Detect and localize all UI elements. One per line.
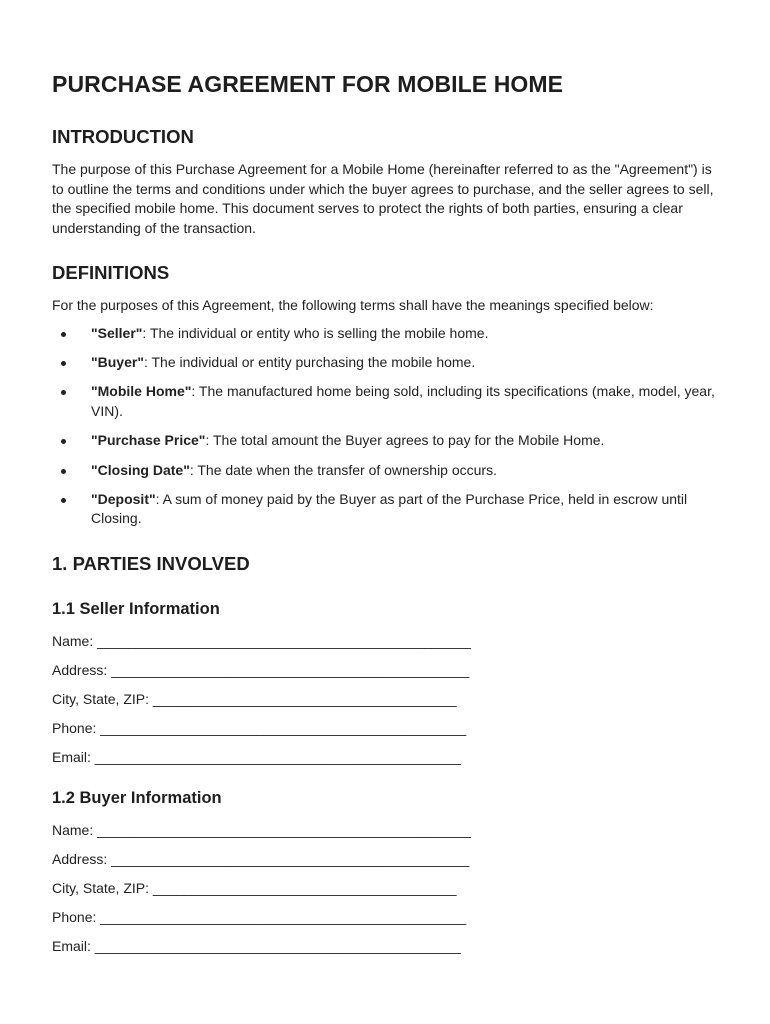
buyer-phone-field[interactable]: Phone: _______________________________________________ xyxy=(52,909,467,925)
bullet-icon xyxy=(61,439,66,444)
seller-name-field[interactable]: Name: ________________________________________________ xyxy=(52,633,471,649)
definition-text: : The manufactured home being sold, including its specifications (make, model, year, VIN). xyxy=(91,383,715,420)
bullet-icon xyxy=(61,390,66,395)
definition-item-mobile-home xyxy=(52,382,732,421)
definition-term: "Purchase Price" xyxy=(91,432,206,449)
definition-text: : The date when the transfer of ownership occurs. xyxy=(189,461,497,478)
seller-email-field[interactable]: Email: _______________________________________________ xyxy=(52,749,461,765)
definition-item-closing-date xyxy=(52,461,732,481)
definition-text: : A sum of money paid by the Buyer as part of the Purchase Price, held in escrow until Closing. xyxy=(91,490,688,527)
definition-item-purchase-price xyxy=(52,431,732,451)
definition-item-deposit xyxy=(52,490,732,529)
seller-address-field[interactable]: Address: ______________________________________________ xyxy=(52,662,470,678)
bullet-icon xyxy=(61,498,66,503)
definition-text: : The total amount the Buyer agrees to pay for the Mobile Home. xyxy=(205,432,605,449)
bullet-icon xyxy=(61,332,66,337)
definition-text: : The individual or entity purchasing the mobile home. xyxy=(143,354,476,371)
introduction-heading: INTRODUCTION xyxy=(52,126,194,147)
buyer-email-field[interactable]: Email: _______________________________________________ xyxy=(52,938,461,954)
definition-term: "Buyer" xyxy=(91,354,144,371)
definition-item-seller xyxy=(52,324,732,344)
definitions-list xyxy=(52,324,732,539)
definition-term: "Closing Date" xyxy=(91,461,190,478)
definition-item-buyer xyxy=(52,353,732,373)
definition-text: : The individual or entity who is selling the mobile home. xyxy=(142,325,489,341)
definition-term: "Seller" xyxy=(91,325,143,341)
document-title: PURCHASE AGREEMENT FOR MOBILE HOME xyxy=(52,71,564,97)
buyer-city-state-zip-field[interactable]: City, State, ZIP: _______________________________________ xyxy=(52,880,457,896)
bullet-icon xyxy=(61,361,66,366)
buyer-info-heading: 1.2 Buyer Information xyxy=(52,789,222,807)
introduction-text: The purpose of this Purchase Agreement for a Mobile Home (hereinafter referred to as the "Agreement") is to outline the terms and conditions under which the buyer agrees to purchase, and the seller agrees to sell, the specified mobile home. This document serves to protect the rights of both parties, ensuring a clear understanding of the transaction. xyxy=(52,161,714,237)
definition-term: "Mobile Home" xyxy=(91,383,192,400)
seller-info-heading: 1.1 Seller Information xyxy=(52,600,220,618)
definitions-heading: DEFINITIONS xyxy=(52,262,170,283)
parties-heading: 1. PARTIES INVOLVED xyxy=(52,553,250,574)
definition-term: "Deposit" xyxy=(91,490,156,507)
bullet-icon xyxy=(61,469,66,474)
buyer-address-field[interactable]: Address: ______________________________________________ xyxy=(52,851,470,867)
definitions-intro: For the purposes of this Agreement, the following terms shall have the meanings specified below: xyxy=(52,297,654,313)
seller-city-state-zip-field[interactable]: City, State, ZIP: _______________________________________ xyxy=(52,691,457,707)
seller-phone-field[interactable]: Phone: _______________________________________________ xyxy=(52,720,467,736)
buyer-name-field[interactable]: Name: ________________________________________________ xyxy=(52,822,471,838)
